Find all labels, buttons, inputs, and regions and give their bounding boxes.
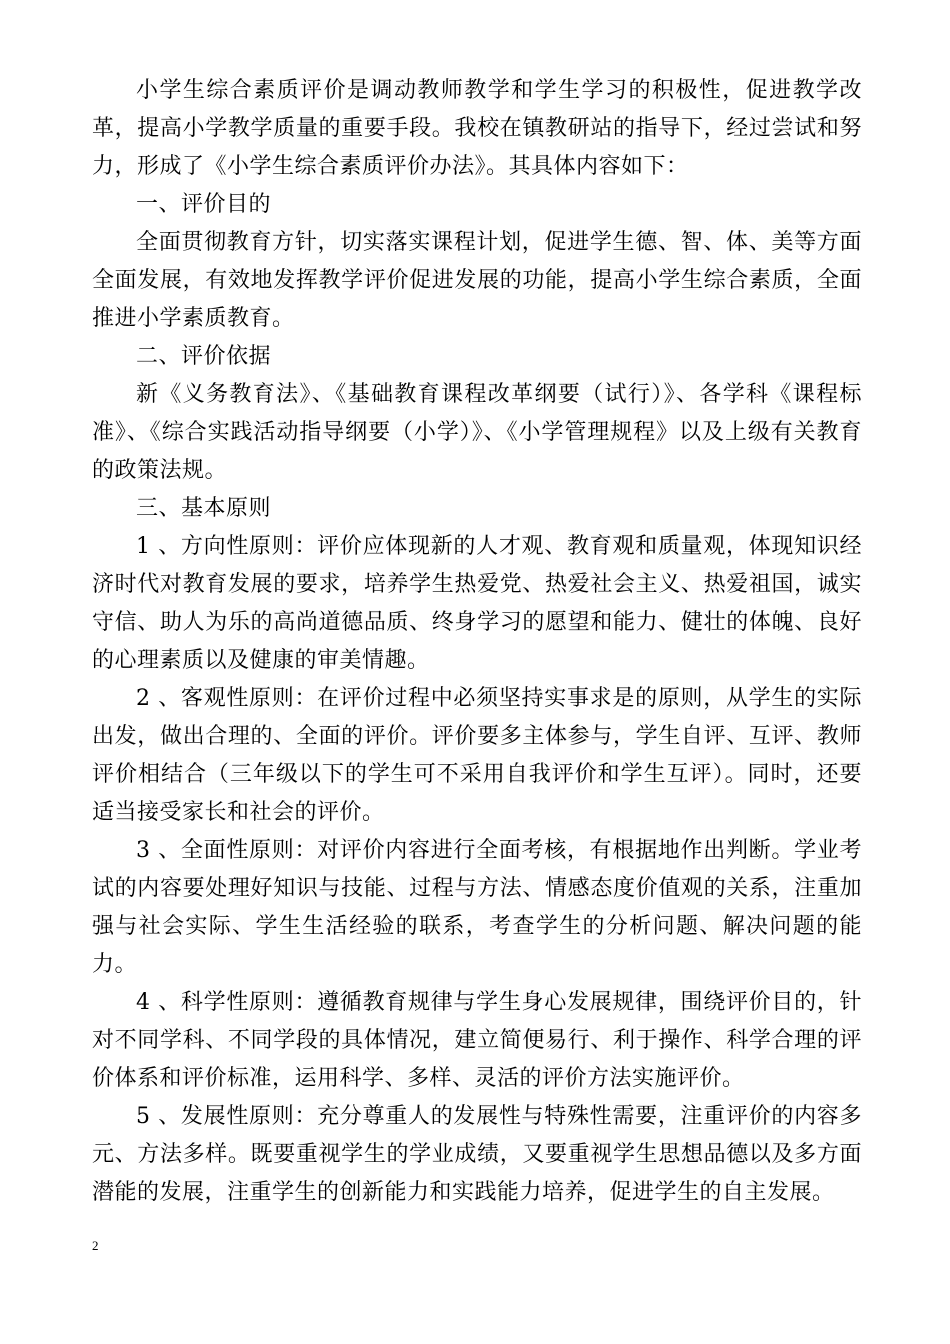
section-heading-evaluation-basis: 二、评价依据 (136, 344, 272, 369)
principle-objectivity-paragraph: 2 、客观性原则：在评价过程中必须坚持实事求是的原则，从学生的实际出发，做出合理的、全面的评价。评价要多主体参与，学生自评、互评、教师评价相结合（三年级以下的学生可不采用自我评价和学生互评）。同时，还要适当接受家长和社会的评价。 (92, 686, 862, 825)
purpose-paragraph: 全面贯彻教育方针，切实落实课程计划，促进学生德、智、体、美等方面全面发展，有效地发挥教学评价促进发展的功能，提高小学生综合素质，全面推进小学素质教育。 (92, 230, 862, 331)
basis-paragraph: 新《义务教育法》、《基础教育课程改革纲要（试行）》、各学科《课程标准》、《综合实践活动指导纲要（小学）》、《小学管理规程》以及上级有关教育的政策法规。 (92, 382, 862, 483)
section-heading-evaluation-purpose: 一、评价目的 (136, 192, 272, 217)
intro-paragraph: 小学生综合素质评价是调动教师教学和学生学习的积极性，促进教学改革，提高小学教学质量的重要手段。我校在镇教研站的指导下，经过尝试和努力，形成了《小学生综合素质评价办法》。其具体内容如下： (92, 78, 862, 179)
document-body (92, 72, 862, 1212)
section-heading-basic-principles: 三、基本原则 (136, 496, 272, 521)
principle-comprehensiveness-paragraph: 3 、全面性原则：对评价内容进行全面考核，有根据地作出判断。学业考试的内容要处理好知识与技能、过程与方法、情感态度价值观的关系，注重加强与社会实际、学生生活经验的联系，考查学生的分析问题、解决问题的能力。 (92, 838, 862, 977)
principle-direction-paragraph: 1 、方向性原则：评价应体现新的人才观、教育观和质量观，体现知识经济时代对教育发展的要求，培养学生热爱党、热爱社会主义、热爱祖国，诚实守信、助人为乐的高尚道德品质、终身学习的愿望和能力、健壮的体魄、良好的心理素质以及健康的审美情趣。 (92, 534, 862, 673)
principle-scientific-paragraph: 4 、科学性原则：遵循教育规律与学生身心发展规律，围绕评价目的，针对不同学科、不同学段的具体情况，建立简便易行、利于操作、科学合理的评价体系和评价标准，运用科学、多样、灵活的评价方法实施评价。 (92, 990, 862, 1091)
page-number: 2 (92, 1238, 99, 1253)
principle-development-paragraph: 5 、发展性原则：充分尊重人的发展性与特殊性需要，注重评价的内容多元、方法多样。既要重视学生的学业成绩，又要重视学生思想品德以及多方面潜能的发展，注重学生的创新能力和实践能力培养，促进学生的自主发展。 (92, 1104, 862, 1205)
